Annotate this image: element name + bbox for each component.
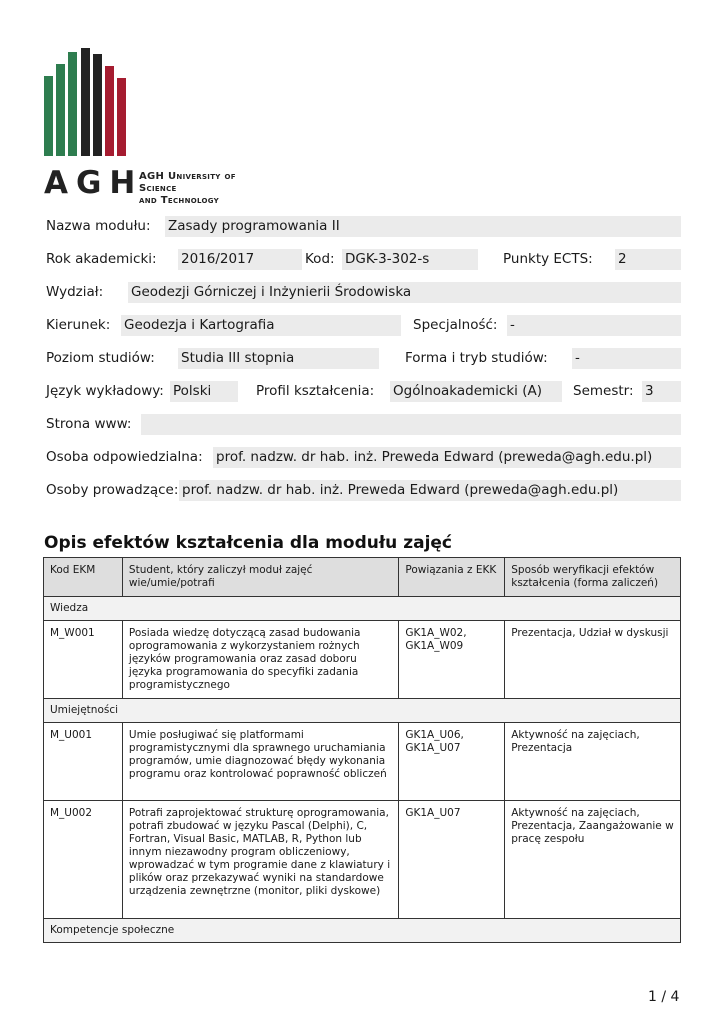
table-row: [44, 723, 681, 801]
row-verification: Prezentacja, Udział w dyskusji: [505, 621, 681, 699]
logo-letters: AGH: [44, 165, 144, 201]
group-label: Umiejętności: [44, 699, 681, 723]
row-description: Umie posługiwać się platformami programistycznymi dla sprawnego uruchamiania programów, umie diagnozować błędy wykonania programu oraz kontrolować poprawność obliczeń: [122, 723, 398, 801]
study-level-label: Poziom studiów:: [46, 350, 155, 366]
header-ekk: Powiązania z EKK: [399, 558, 505, 597]
faculty-label: Wydział:: [46, 284, 104, 300]
row-verification: Aktywność na zajęciach, Prezentacja: [505, 723, 681, 801]
logo-subtitle-line2: and Technology: [139, 195, 219, 206]
academic-year-field: 2016/2017: [178, 249, 302, 270]
faculty-field: Geodezji Górniczej i Inżynierii Środowiska: [128, 282, 681, 303]
specialty-label: Specjalność:: [413, 317, 498, 333]
row-ekk: GK1A_W02, GK1A_W09: [399, 621, 505, 699]
instructors-field: prof. nadzw. dr hab. inż. Preweda Edward (preweda@agh.edu.pl): [179, 480, 681, 501]
group-row-social: [44, 919, 681, 943]
logo-subtitle-line1: AGH University of Science: [139, 171, 236, 194]
row-description: Potrafi zaprojektować strukturę oprogramowania, potrafi zbudować w języku Pascal (Delphi), C, Fortran, Visual Basic, MATLAB, R, Python lub innym niezawodny program obliczeniowy, wprowadzać w tym programie dane z klawiatury i plików oraz przekazywać wyniki na standardowe urządzenia zewnętrzne (monitor, pliki dyskowe): [122, 801, 398, 919]
module-name-label: Nazwa modułu:: [46, 218, 151, 234]
website-label: Strona www:: [46, 416, 132, 432]
learning-outcomes-table: [43, 557, 681, 943]
study-mode-label: Forma i tryb studiów:: [405, 350, 548, 366]
ects-label: Punkty ECTS:: [503, 251, 593, 267]
row-ekk: GK1A_U06, GK1A_U07: [399, 723, 505, 801]
row-verification: Aktywność na zajęciach, Prezentacja, Zaangażowanie w pracę zespołu: [505, 801, 681, 919]
responsible-person-label: Osoba odpowiedzialna:: [46, 449, 203, 465]
semester-label: Semestr:: [573, 383, 634, 399]
study-level-field: Studia III stopnia: [178, 348, 379, 369]
group-label: Kompetencje społeczne: [44, 919, 681, 943]
row-code: M_U001: [44, 723, 123, 801]
header-student: Student, który zaliczył moduł zajęć wie/umie/potrafi: [122, 558, 398, 597]
table-header-row: [44, 558, 681, 597]
row-code: M_U002: [44, 801, 123, 919]
field-of-study-label: Kierunek:: [46, 317, 111, 333]
group-row-skills: [44, 699, 681, 723]
profile-label: Profil kształcenia:: [256, 383, 375, 399]
language-label: Język wykładowy:: [46, 383, 164, 399]
row-code: M_W001: [44, 621, 123, 699]
agh-logo: [44, 48, 274, 206]
table-row: [44, 621, 681, 699]
academic-year-label: Rok akademicki:: [46, 251, 157, 267]
ects-field: 2: [615, 249, 681, 270]
group-label: Wiedza: [44, 597, 681, 621]
logo-subtitle: [139, 171, 274, 207]
responsible-person-field: prof. nadzw. dr hab. inż. Preweda Edward (preweda@agh.edu.pl): [213, 447, 681, 468]
instructors-label: Osoby prowadzące:: [46, 482, 179, 498]
language-field: Polski: [170, 381, 238, 402]
semester-field: 3: [642, 381, 681, 402]
section-title: Opis efektów kształcenia dla modułu zajęć: [44, 533, 453, 553]
module-name-field: Zasady programowania II: [165, 216, 681, 237]
row-ekk: GK1A_U07: [399, 801, 505, 919]
study-mode-field: -: [572, 348, 681, 369]
header-verification: Sposób weryfikacji efektów kształcenia (forma zaliczeń): [505, 558, 681, 597]
code-field: DGK-3-302-s: [342, 249, 478, 270]
website-field: [141, 414, 681, 435]
profile-field: Ogólnoakademicki (A): [390, 381, 562, 402]
field-of-study-field: Geodezja i Kartografia: [121, 315, 401, 336]
table-row: [44, 801, 681, 919]
code-label: Kod:: [305, 251, 335, 267]
header-code: Kod EKM: [44, 558, 123, 597]
group-row-knowledge: [44, 597, 681, 621]
page-number: 1 / 4: [648, 989, 680, 1005]
specialty-field: -: [507, 315, 681, 336]
row-description: Posiada wiedzę dotyczącą zasad budowania oprogramowania z wykorzystaniem rożnych języków programowania oraz zasad doboru języka programowania do specyfiki zadania programistycznego: [122, 621, 398, 699]
